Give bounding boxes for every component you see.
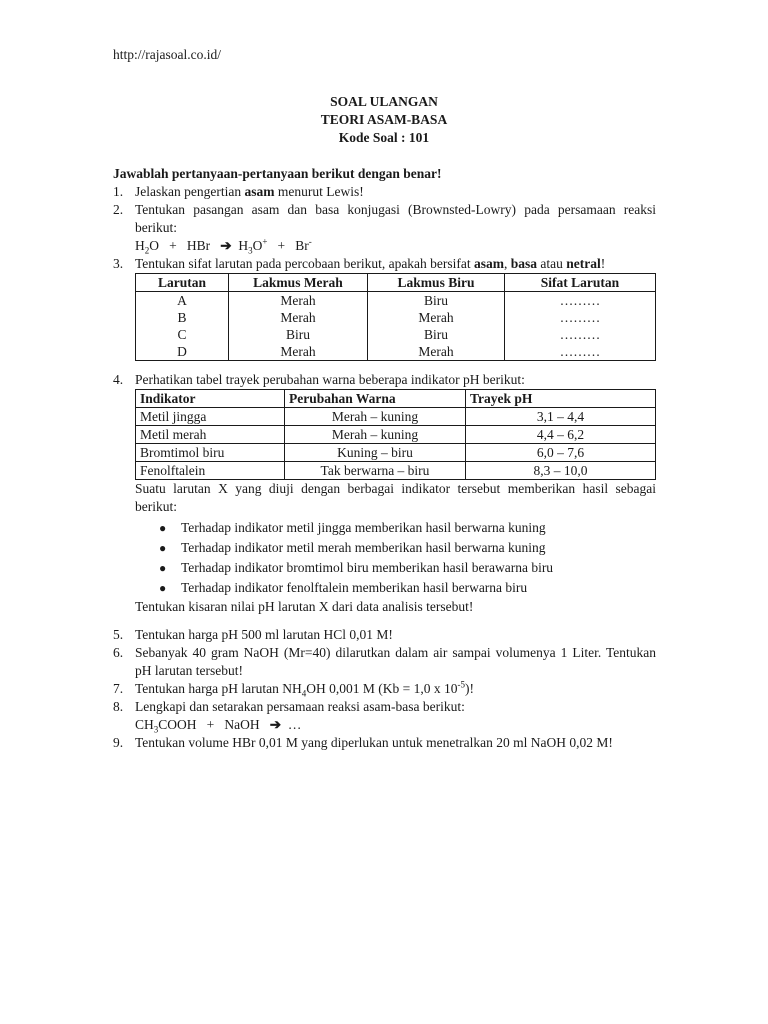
reaction-equation: $H_2O$ + HBr ➔ $H_3O^+$ + Br- (135, 236, 312, 256)
list-item: ● Terhadap indikator metil merah memberikan hasil berwarna kuning (135, 538, 656, 558)
list-item: ● Terhadap indikator fenolftalein memberikan hasil berwarna biru (135, 578, 656, 598)
table-cell: ……… (505, 326, 656, 343)
question-closing: Tentukan kisaran nilai pH larutan X dari data analisis tersebut! (135, 599, 474, 614)
litmus-table (135, 273, 656, 361)
bullet-icon: ● (159, 581, 167, 595)
question-9 (113, 734, 656, 752)
table-cell: Merah (229, 292, 368, 310)
question-text: Tentukan harga pH 500 ml larutan HCl 0,01 M! (135, 627, 393, 642)
list-item: ● Terhadap indikator bromtimol biru memberikan hasil berawarna biru (135, 558, 656, 578)
column-header: Indikator (136, 390, 285, 408)
question-number: 3. (113, 256, 124, 271)
table-cell: Merah (368, 343, 505, 361)
question-3 (113, 255, 656, 361)
table-cell: 4,4 – 6,2 (466, 426, 656, 444)
table-cell: A (136, 292, 229, 310)
table-row (136, 343, 656, 361)
reaction-arrow-icon: ➔ (269, 717, 282, 732)
question-8 (113, 698, 656, 734)
table-cell: Merah (229, 309, 368, 326)
table-cell: Merah – kuning (285, 408, 466, 426)
question-4 (113, 371, 656, 616)
table-cell: Tak berwarna – biru (285, 462, 466, 480)
table-header-row (136, 390, 656, 408)
document-subtitle: TEORI ASAM-BASA (320, 112, 448, 127)
table-cell: Bromtimol biru (136, 444, 285, 462)
question-5 (113, 626, 656, 644)
bullet-icon: ● (159, 561, 167, 575)
question-text: Tentukan sifat larutan pada percobaan berikut, apakah bersifat asam, basa atau netral! (135, 256, 606, 271)
table-cell: Fenolftalein (136, 462, 285, 480)
table-row (136, 408, 656, 426)
table-cell: Biru (368, 326, 505, 343)
question-list (113, 165, 656, 752)
reaction-equation: $CH_3COOH$ + NaOH ➔ … (135, 717, 302, 735)
source-url[interactable]: http://rajasoal.co.id/ (113, 47, 221, 62)
question-text: Lengkapi dan setarakan persamaan reaksi asam-basa berikut: (135, 699, 465, 714)
table-cell: 8,3 – 10,0 (466, 462, 656, 480)
table-row (136, 292, 656, 310)
table-row (136, 462, 656, 480)
question-text: Jelaskan pengertian (135, 184, 245, 199)
table-cell: B (136, 309, 229, 326)
question-number: 4. (113, 372, 124, 387)
bullet-icon: ● (159, 541, 167, 555)
table-row (136, 444, 656, 462)
question-text: menurut Lewis! (274, 184, 364, 199)
table-cell: Biru (368, 292, 505, 310)
table-row (136, 326, 656, 343)
result-list (135, 518, 656, 598)
question-text: Perhatikan tabel trayek perubahan warna beberapa indikator pH berikut: (135, 372, 525, 387)
column-header: Larutan (136, 274, 229, 292)
table-cell: 6,0 – 7,6 (466, 444, 656, 462)
document-title: SOAL ULANGAN (330, 94, 438, 109)
table-cell: D (136, 343, 229, 361)
table-cell: C (136, 326, 229, 343)
instruction: Jawablah pertanyaan-pertanyaan berikut dengan benar! (113, 166, 442, 181)
table-cell: Merah (229, 343, 368, 361)
table-cell: Merah – kuning (285, 426, 466, 444)
keyword: asam (244, 184, 275, 199)
reaction-arrow-icon: ➔ (220, 238, 232, 253)
table-header-row (136, 274, 656, 292)
question-text: Sebanyak 40 gram NaOH (Mr=40) dilarutkan dalam air sampai volumenya 1 Liter. Tentukan pH larutan tersebut! (135, 645, 656, 678)
column-header: Trayek pH (466, 390, 656, 408)
document-heading (0, 93, 768, 147)
question-text: Tentukan pasangan asam dan basa konjugasi (Brownsted-Lowry) pada persamaan reaksi berikut: (135, 202, 656, 235)
table-cell: ……… (505, 309, 656, 326)
indicator-table (135, 389, 656, 480)
column-header: Lakmus Merah (229, 274, 368, 292)
table-row (136, 309, 656, 326)
bullet-icon: ● (159, 521, 167, 535)
question-number: 7. (113, 681, 124, 696)
table-row (136, 426, 656, 444)
question-1 (113, 183, 656, 201)
column-header: Lakmus Biru (368, 274, 505, 292)
table-cell: ……… (505, 343, 656, 361)
question-number: 6. (113, 645, 124, 660)
table-cell: Biru (229, 326, 368, 343)
question-2 (113, 201, 656, 255)
question-code: Kode Soal : 101 (338, 130, 430, 145)
table-cell: ……… (505, 292, 656, 310)
list-item: ● Terhadap indikator metil jingga memberikan hasil berwarna kuning (135, 518, 656, 538)
table-cell: Metil merah (136, 426, 285, 444)
question-7 (113, 680, 656, 698)
column-header: Perubahan Warna (285, 390, 466, 408)
table-cell: Metil jingga (136, 408, 285, 426)
question-number: 9. (113, 735, 124, 750)
table-cell: Kuning – biru (285, 444, 466, 462)
question-text: Tentukan harga pH larutan $NH_4OH$ 0,001 M (Kb = 1,0 x $10^{-5}$)! (135, 679, 475, 699)
question-number: 1. (113, 184, 124, 199)
table-cell: Merah (368, 309, 505, 326)
question-number: 2. (113, 202, 124, 217)
question-6 (113, 644, 656, 680)
question-number: 5. (113, 627, 124, 642)
question-text: Tentukan volume HBr 0,01 M yang diperlukan untuk menetralkan 20 ml NaOH 0,02 M! (135, 735, 613, 750)
table-cell: 3,1 – 4,4 (466, 408, 656, 426)
question-number: 8. (113, 699, 124, 714)
column-header: Sifat Larutan (505, 274, 656, 292)
question-paragraph: Suatu larutan X yang diuji dengan berbagai indikator tersebut memberikan hasil sebagai berikut: (135, 481, 656, 514)
